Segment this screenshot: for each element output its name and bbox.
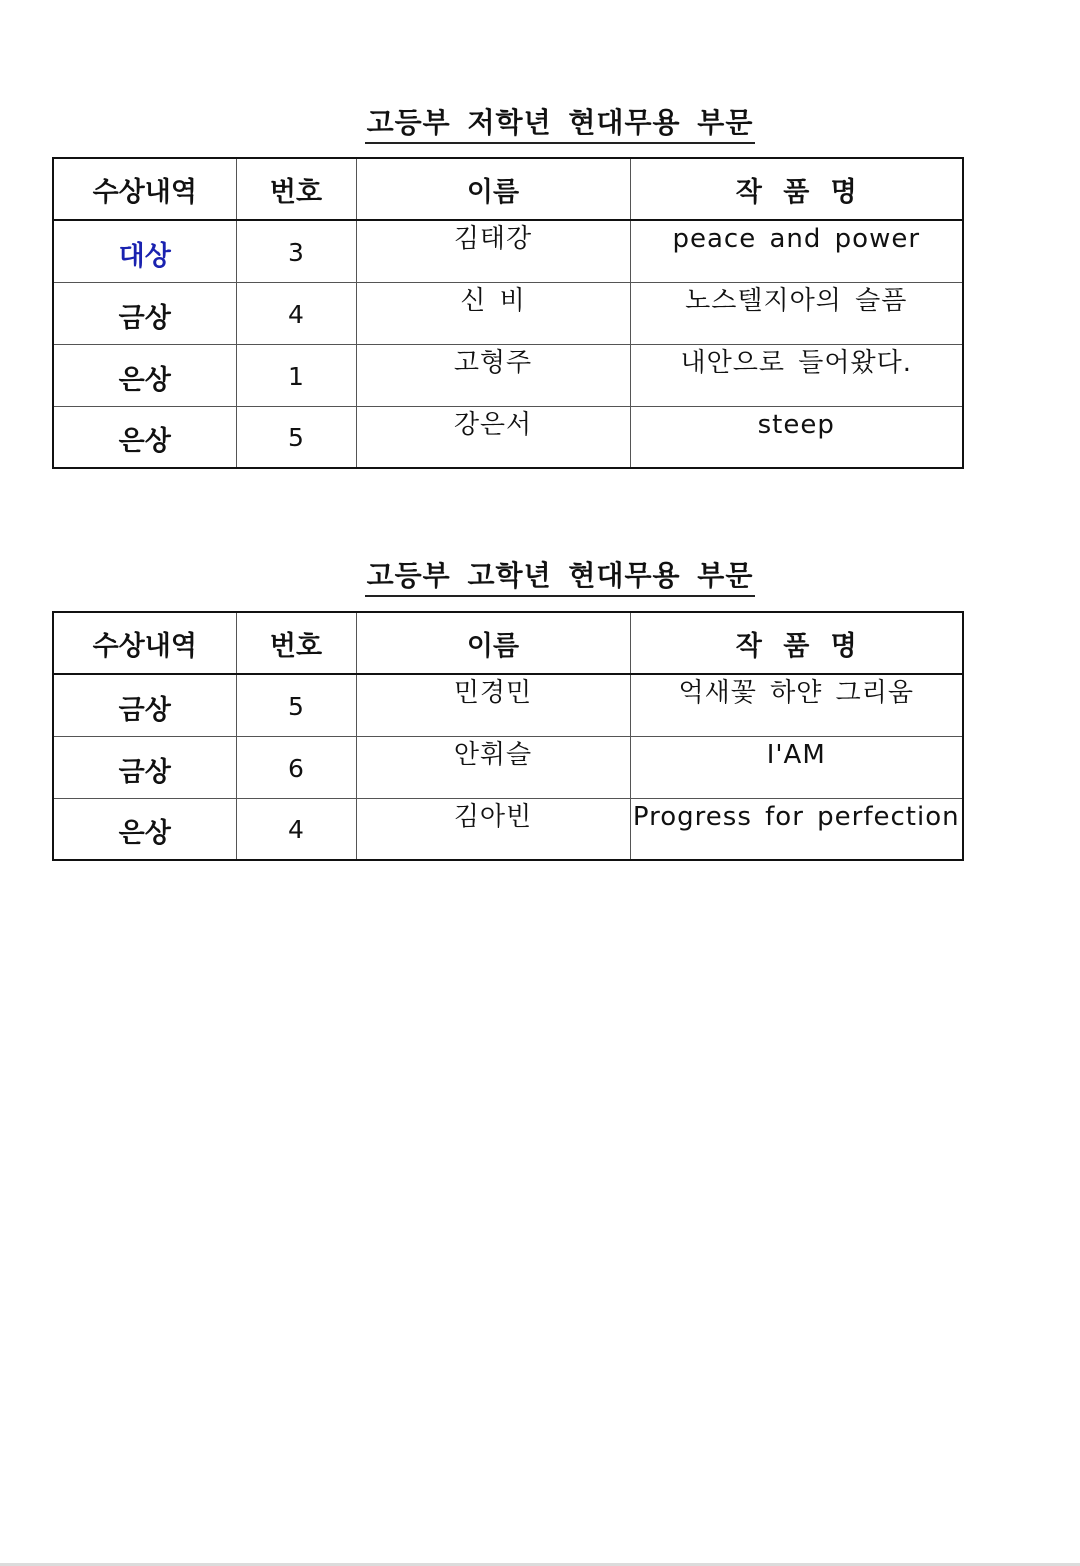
- section-title-lower-grade: [0, 106, 1080, 144]
- section-title-text: 고등부 저학년 현대무용 부문: [365, 106, 756, 144]
- table-header-row: [53, 612, 963, 674]
- number-cell: 4: [236, 282, 356, 344]
- table-row: [53, 798, 963, 860]
- name-cell: 강은서: [356, 406, 630, 468]
- results-table-upper-grade: [52, 611, 964, 861]
- header-work: 작 품 명: [630, 158, 963, 220]
- header-work: 작 품 명: [630, 612, 963, 674]
- award-cell: 은상: [53, 406, 236, 468]
- award-cell: 금상: [53, 674, 236, 736]
- number-cell: 5: [236, 406, 356, 468]
- award-cell-grand-prize: 대상: [53, 220, 236, 282]
- header-number: 번호: [236, 158, 356, 220]
- section-title-text: 고등부 고학년 현대무용 부문: [365, 559, 756, 597]
- work-title-cell: 내안으로 들어왔다.: [630, 344, 963, 406]
- name-cell: 신 비: [356, 282, 630, 344]
- work-title-cell: peace and power: [630, 220, 963, 282]
- table-row: [53, 674, 963, 736]
- table-row: [53, 736, 963, 798]
- table-row: [53, 344, 963, 406]
- number-cell: 1: [236, 344, 356, 406]
- work-title-cell: I'AM: [630, 736, 963, 798]
- header-award: 수상내역: [53, 612, 236, 674]
- header-award: 수상내역: [53, 158, 236, 220]
- award-cell: 금상: [53, 282, 236, 344]
- number-cell: 4: [236, 798, 356, 860]
- header-name: 이름: [356, 612, 630, 674]
- number-cell: 3: [236, 220, 356, 282]
- results-table-lower-grade: [52, 157, 964, 469]
- section-title-upper-grade: [0, 559, 1080, 597]
- name-cell: 민경민: [356, 674, 630, 736]
- table-row: [53, 282, 963, 344]
- award-cell: 은상: [53, 798, 236, 860]
- award-cell: 은상: [53, 344, 236, 406]
- name-cell: 안휘슬: [356, 736, 630, 798]
- table-row: [53, 220, 963, 282]
- number-cell: 6: [236, 736, 356, 798]
- name-cell: 김태강: [356, 220, 630, 282]
- header-number: 번호: [236, 612, 356, 674]
- name-cell: 고형주: [356, 344, 630, 406]
- number-cell: 5: [236, 674, 356, 736]
- work-title-cell: 노스텔지아의 슬픔: [630, 282, 963, 344]
- table-row: [53, 406, 963, 468]
- table-header-row: [53, 158, 963, 220]
- work-title-cell: 억새꽃 하얀 그리움: [630, 674, 963, 736]
- header-name: 이름: [356, 158, 630, 220]
- award-cell: 금상: [53, 736, 236, 798]
- name-cell: 김아빈: [356, 798, 630, 860]
- work-title-cell: steep: [630, 406, 963, 468]
- work-title-cell: Progress for perfection: [630, 798, 963, 860]
